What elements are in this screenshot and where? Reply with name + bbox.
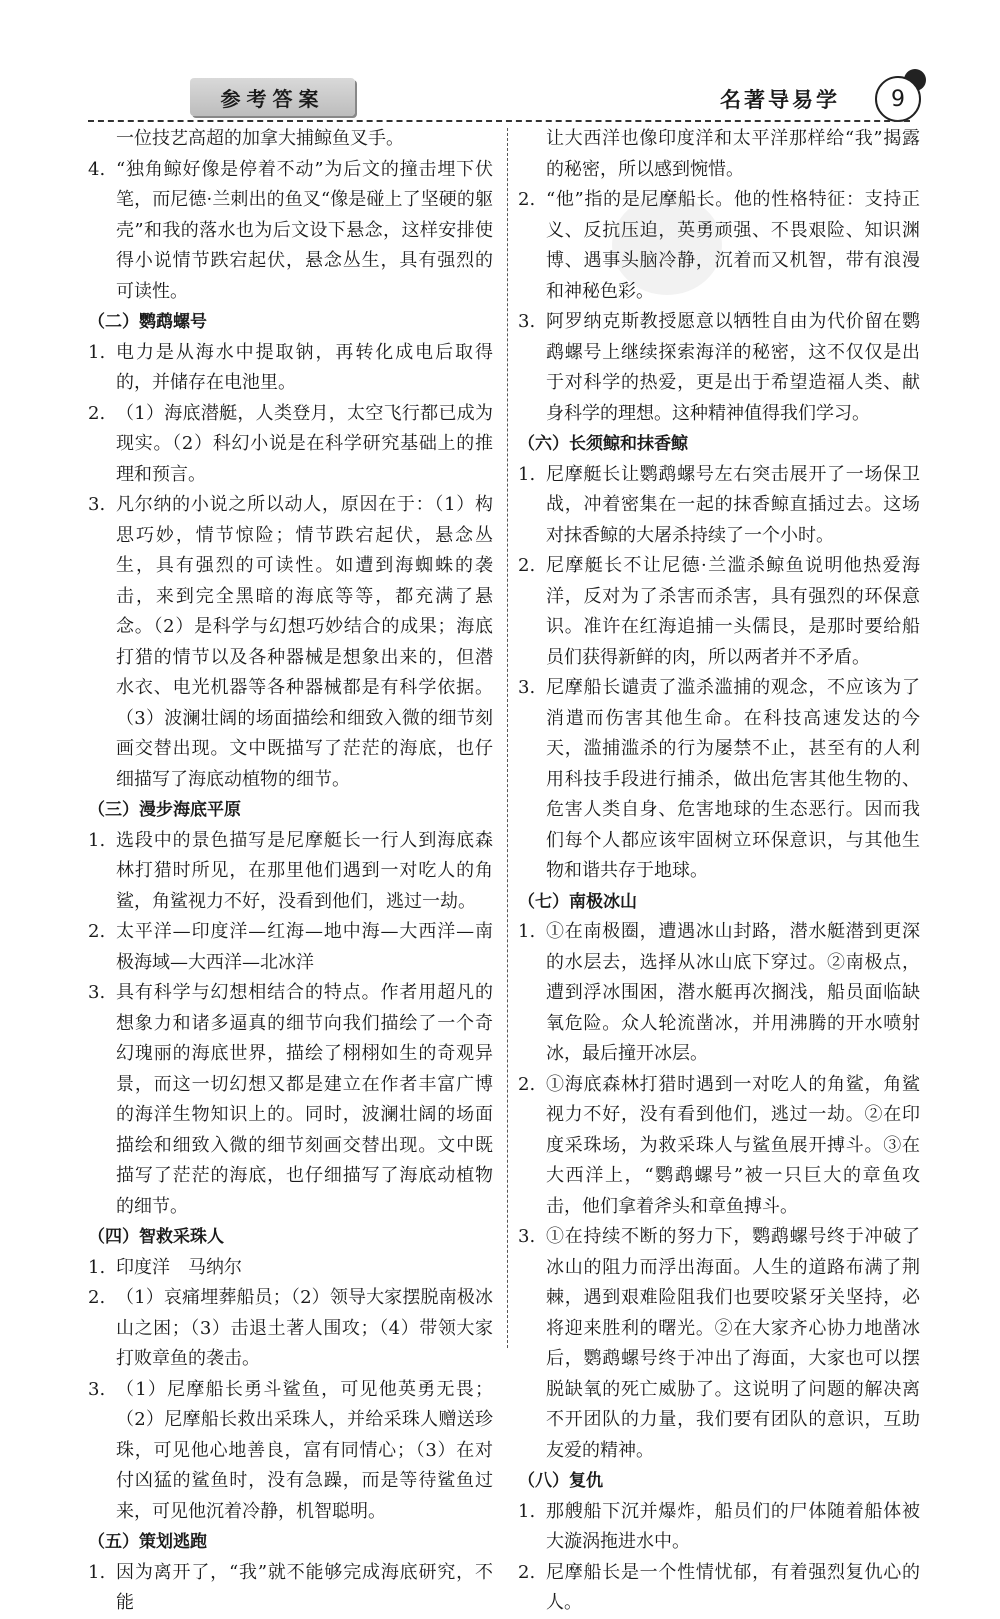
- intro-line: 一位技艺高超的加拿大捕鲸鱼叉手。: [116, 128, 404, 149]
- list-item: 4. “独角鲸好像是停着不动”为后文的撞击埋下伏笔，而尼德·兰刺出的鱼叉“像是碰上了坚硬的躯壳”和我的落水也为后文设下悬念，这样安排使得小说情节跌宕起伏，悬念丛生，具有强烈的可读性。: [88, 158, 493, 302]
- list-item: 2. （1）哀痛埋葬船员；（2）领导大家摆脱南极冰山之困；（3）击退土著人围攻；（4）带领大家打败章鱼的袭击。: [88, 1287, 493, 1369]
- list-item: 2. 尼摩艇长不让尼德·兰滥杀鲸鱼说明他热爱海洋，反对为了杀害而杀害，具有强烈的环保意识。准许在红海追捕一头儒艮，是那时要给船员们获得新鲜的肉，所以两者并不矛盾。: [518, 555, 920, 668]
- list-item: 2. （1）海底潜艇，人类登月，太空飞行都已成为现实。（2）科幻小说是在科学研究基础上的推理和预言。: [88, 402, 493, 485]
- list-item: 2. 太平洋—印度洋—红海—地中海—大西洋—南极海域—大西洋—北冰洋: [88, 921, 493, 973]
- list-item: 1. 电力是从海水中提取钠，再转化成电后取得的，并储存在电池里。: [88, 341, 493, 393]
- section-title: （八）复仇: [518, 1471, 603, 1491]
- list-item: 1. 因为离开了，“我”就不能够完成海底研究，不能: [88, 1561, 493, 1613]
- section-title: （三）漫步海底平原: [88, 800, 241, 820]
- section-title: （六）长须鲸和抹香鲸: [518, 434, 688, 454]
- list-item: 3. 尼摩船长谴责了滥杀滥捕的观念，不应该为了消遣而伤害其他生命。在科技高速发达的今天，滥捕滥杀的行为屡禁不止，甚至有的人利用科技手段进行捕杀，做出危害其他生物的、危害人类自身、危害地球的生态恶行。因而我们每个人都应该牢固树立环保意识，与其他生物和谐共存于地球。: [518, 677, 920, 881]
- right-column: [518, 124, 920, 1619]
- section-title: （四）智救采珠人: [88, 1227, 224, 1247]
- page-number: 9: [875, 76, 921, 122]
- list-item: 3. （1）尼摩船长勇斗鲨鱼，可见他英勇无畏；（2）尼摩船长救出采珠人，并给采珠人赠送珍珠，可见他心地善良，富有同情心；（3）在对付凶猛的鲨鱼时，没有急躁，而是等待鲨鱼过来，可见他沉着冷静，机智聪明。: [88, 1378, 493, 1522]
- list-item: 3. 具有科学与幻想相结合的特点。作者用超凡的想象力和诸多逼真的细节向我们描绘了一个奇幻瑰丽的海底世界，描绘了栩栩如生的奇观异景，而这一切幻想又都是建立在作者丰富广博的海洋生物知识上的。同时，波澜壮阔的场面描绘和细致入微的细节刻画交替出现。文中既描写了茫茫的海底，也仔细描写了海底动植物的细节。: [88, 982, 493, 1217]
- left-column: [88, 124, 493, 1619]
- answer-key-tab: 参考答案: [190, 78, 355, 116]
- list-item: 2. 尼摩船长是一个性情忧郁，有着强烈复仇心的人。: [518, 1561, 920, 1613]
- list-item: 1. 选段中的景色描写是尼摩艇长一行人到海底森林打猎时所见，在那里他们遇到一对吃人的角鲨，角鲨视力不好，没看到他们，逃过一劫。: [88, 829, 493, 912]
- list-item: 3. 凡尔纳的小说之所以动人，原因在于：（1）构思巧妙，情节惊险；情节跌宕起伏，悬念丛生，具有强烈的可读性。如遭到海蜘蛛的袭击，来到完全黑暗的海底等等，都充满了悬念。（2）是科学与幻想巧妙结合的成果；海底打猎的情节以及各种器械是想象出来的，但潜水衣、电光机器等各种器械都是有科学依据。（3）波澜壮阔的场面描绘和细致入微的细节刻画交替出现。文中既描写了茫茫的海底，也仔细描写了海底动植物的细节。: [88, 494, 493, 790]
- list-item: 1. 印度洋 马纳尔: [88, 1256, 242, 1278]
- book-title: 名著导易学: [720, 87, 840, 112]
- column-divider: [507, 128, 508, 1348]
- continued-text: 让大西洋也像印度洋和太平洋那样给“我”揭露的秘密，所以感到惋惜。: [546, 128, 920, 180]
- list-item: 2. “他”指的是尼摩船长。他的性格特征：支持正义、反抗压迫，英勇顽强、不畏艰险、知识渊博、遇事头脑冷静，沉着而又机智，带有浪漫和神秘色彩。: [518, 189, 920, 302]
- section-title: （五）策划逃跑: [88, 1532, 207, 1552]
- list-item: 3. ①在持续不断的努力下，鹦鹉螺号终于冲破了冰山的阻力而浮出海面。人生的道路布满了荆棘，遇到艰难险阻我们也要咬紧牙关坚持，必将迎来胜利的曙光。②在大家齐心协力地凿冰后，鹦鹉螺号终于冲出了海面，大家也可以摆脱缺氧的死亡威胁了。这说明了问题的解决离不开团队的力量，我们要有团队的意识，互助友爱的精神。: [518, 1226, 920, 1461]
- list-item: 3. 阿罗纳克斯教授愿意以牺牲自由为代价留在鹦鹉螺号上继续探索海洋的秘密，这不仅仅是出于对科学的热爱，更是出于希望造福人类、献身科学的理想。这种精神值得我们学习。: [518, 311, 920, 424]
- list-item: 1. 尼摩艇长让鹦鹉螺号左右突击展开了一场保卫战，冲着密集在一起的抹香鲸直插过去。这场对抹香鲸的大屠杀持续了一个小时。: [518, 463, 920, 546]
- list-item: 2. ①海底森林打猎时遇到一对吃人的角鲨，角鲨视力不好，没有看到他们，逃过一劫。②在印度采珠场，为救采珠人与鲨鱼展开搏斗。③在大西洋上，“鹦鹉螺号”被一只巨大的章鱼攻击，他们拿着斧头和章鱼搏斗。: [518, 1073, 920, 1217]
- section-title: （七）南极冰山: [518, 891, 637, 912]
- list-item: 1. ①在南极圈，遭遇冰山封路，潜水艇潜到更深的水层去，选择从冰山底下穿过。②南极点，遭到浮冰围困，潜水艇再次搁浅，船员面临缺氧危险。众人轮流凿冰，并用沸腾的开水喷射冰，最后撞开冰层。: [518, 921, 920, 1064]
- list-item: 1. 那艘船下沉并爆炸，船员们的尸体随着船体被大漩涡拖进水中。: [518, 1500, 920, 1552]
- section-title: （二）鹦鹉螺号: [88, 312, 207, 332]
- header-divider: [88, 120, 910, 122]
